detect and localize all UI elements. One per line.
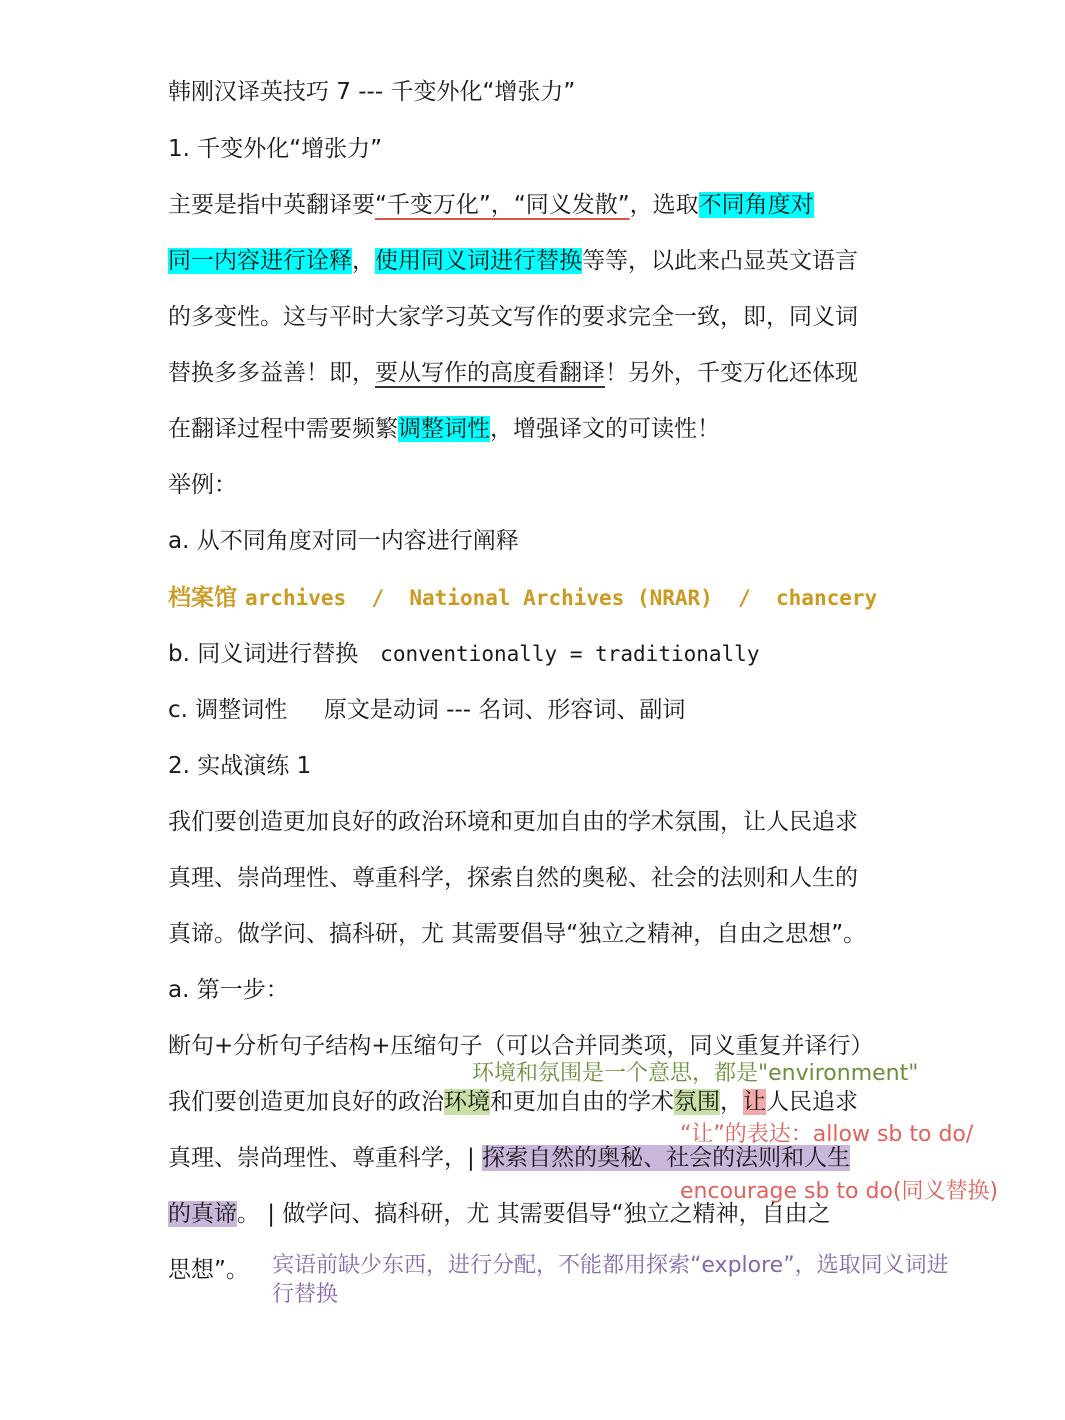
text-run: ，: [352, 248, 375, 274]
step-description: 断句+分析句子结构+压缩句子（可以合并同类项，同义重复并译行）: [168, 1033, 874, 1059]
source-paragraph-line: 真理、崇尚理性、尊重科学，探索自然的奥秘、社会的法则和人生的: [168, 865, 858, 891]
text-run: 人民追求: [766, 1089, 858, 1115]
highlighted-phrase: 探索自然的奥秘、社会的法则和人生: [482, 1145, 851, 1171]
example-c-text: 原文是动词 --- 名词、形容词、副词: [323, 697, 686, 723]
text-run: ，选取: [629, 192, 699, 218]
step-label: a. 第一步：: [168, 977, 289, 1003]
text-run: 。 | 做学问、搞科研，尤 其需要倡导“独立之精神，自由之: [237, 1201, 831, 1227]
highlighted-phrase: 的真谛: [168, 1201, 237, 1227]
text-run: 真理、崇尚理性、尊重科学，|: [168, 1145, 483, 1171]
paragraph-line: [168, 245, 858, 277]
highlighted-phrase: 环境: [444, 1089, 490, 1115]
text-run: 在翻译过程中需要频繁: [168, 416, 398, 442]
text-run: 等等，以此来凸显英文语言: [582, 248, 858, 274]
source-paragraph-line: 我们要创造更加良好的政治环境和更加自由的学术氛围，让人民追求: [168, 809, 858, 835]
example-c-label: c. 调整词性: [168, 697, 288, 723]
paragraph-line: 的多变性。这与平时大家学习英文写作的要求完全一致，即，同义词: [168, 304, 858, 330]
highlighted-phrase: 不同角度对: [698, 192, 814, 218]
paragraph-line: [168, 189, 814, 221]
highlighted-phrase: 调整词性: [398, 416, 490, 442]
highlighted-phrase: 让: [743, 1089, 766, 1115]
highlighted-phrase: 使用同义词进行替换: [375, 248, 582, 274]
examples-label: 举例：: [168, 472, 237, 498]
annotation-purple: 行替换: [272, 1282, 339, 1307]
archives-terms: [168, 582, 877, 614]
page-title: 韩刚汉译英技巧 7 --- 千变外化“增张力”: [168, 79, 576, 105]
text-run: 和更加自由的学术: [490, 1089, 674, 1115]
paragraph-line: [168, 413, 720, 445]
example-b-code: conventionally = traditionally: [380, 642, 760, 666]
text-run: ，增强译文的可读性！: [490, 416, 720, 442]
annotation-red: “让”的表达：allow sb to do/: [680, 1122, 974, 1147]
archives-en: archives / National Archives (NRAR) / chancery: [245, 586, 878, 610]
underlined-phrase: “千变万化”，“同义发散”: [375, 192, 630, 218]
underlined-phrase: 要从写作的高度看翻译: [375, 360, 605, 386]
text-run: ！另外，千变万化还体现: [605, 360, 858, 386]
example-c: [168, 694, 685, 726]
example-b-label: b. 同义词进行替换: [168, 641, 359, 667]
annotation-green: 环境和氛围是一个意思，都是"environment": [472, 1061, 919, 1086]
example-b: [168, 638, 759, 670]
annotated-line: [168, 1086, 858, 1118]
text-run: ，: [720, 1089, 743, 1115]
annotated-line: 思想”。: [168, 1257, 249, 1283]
highlighted-phrase: 同一内容进行诠释: [168, 248, 352, 274]
highlighted-phrase: 氛围: [674, 1089, 720, 1115]
source-paragraph-line: 真谛。做学问、搞科研，尤 其需要倡导“独立之精神，自由之思想”。: [168, 921, 867, 947]
paragraph-line: [168, 357, 858, 389]
section-2-heading: 2. 实战演练 1: [168, 753, 312, 779]
text-run: 我们要创造更加良好的政治: [168, 1089, 444, 1115]
text-run: 替换多多益善！即，: [168, 360, 375, 386]
annotation-red: encourage sb to do(同义替换): [680, 1179, 999, 1204]
archives-cn: 档案馆: [168, 585, 237, 611]
example-a: a. 从不同角度对同一内容进行阐释: [168, 528, 519, 554]
annotation-purple: 宾语前缺少东西，进行分配，不能都用探索“explore”，选取同义词进: [272, 1253, 949, 1278]
text-run: 主要是指中英翻译要: [168, 192, 375, 218]
section-1-heading: 1. 千变外化“增张力”: [168, 136, 383, 162]
